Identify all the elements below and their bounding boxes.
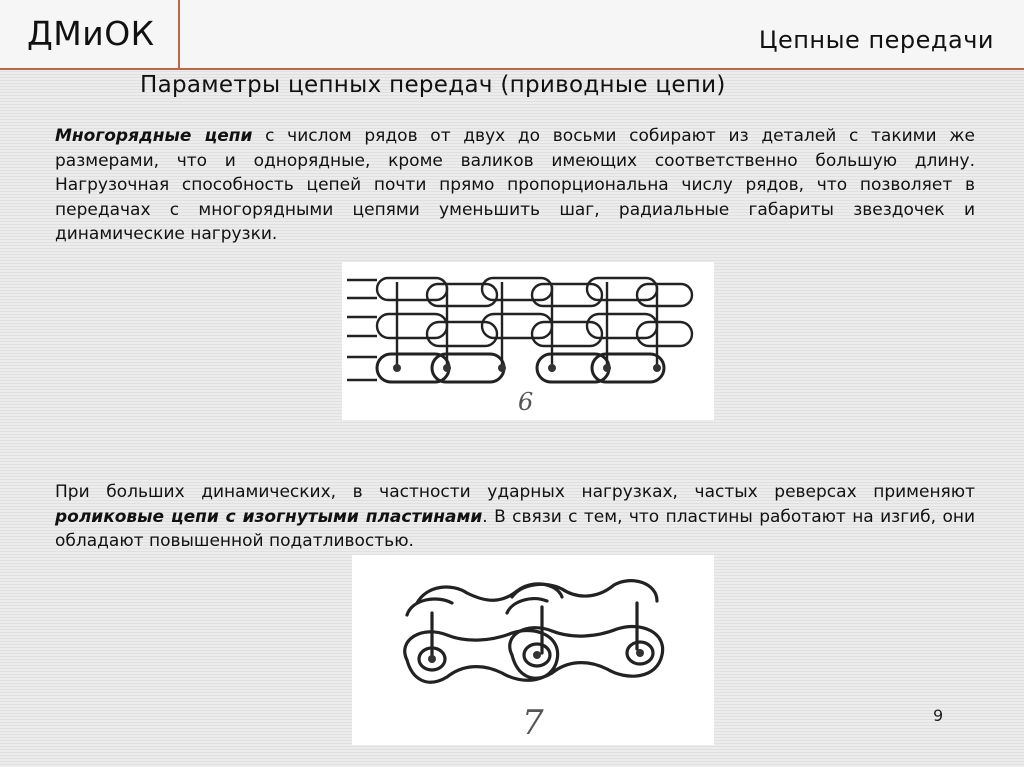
paragraph-bent-plate-chains [55, 480, 975, 554]
paragraph-multirow-text: с числом рядов от двух до восьми собирают из деталей с такими же размерами, что и однорядные, кроме валиков имеющих соответственно большую длину. Нагрузочная способность цепей почти прямо пропорциональна числу рядов, что позволяет в передачах с многорядными цепями уменьшить шаг, радиальные габариты звездочек и динамические нагрузки. [55, 126, 976, 244]
figure-bent-plate-chain [352, 555, 714, 745]
header-divider-vertical [178, 0, 180, 70]
figure-label: 7 [522, 703, 544, 743]
slide-title: Параметры цепных передач (приводные цепи) [140, 72, 726, 98]
multi-row-chain-icon [342, 262, 714, 392]
figure-multirow-chain [342, 262, 714, 420]
term-multirow-chains: Многорядные цепи [55, 126, 253, 146]
paragraph-bent-text-before: При больших динамических, в частности ударных нагрузках, частых реверсах применяют [55, 482, 975, 502]
paragraph-bent-text-after: . В связи с тем, что пластины работают на изгиб, они обладают повышенной податливостью. [55, 506, 976, 551]
term-bent-plate-chains: роликовые цепи с изогнутыми пластинами [55, 506, 483, 527]
figure-label: 6 [518, 388, 534, 416]
bent-plate-chain-icon [352, 555, 714, 705]
header-divider-horizontal [0, 68, 1024, 70]
section-title: Цепные передачи [758, 26, 994, 54]
paragraph-multirow-chains [55, 124, 975, 247]
page-number: 9 [933, 706, 944, 725]
brand-title: ДМиОК [27, 14, 155, 53]
